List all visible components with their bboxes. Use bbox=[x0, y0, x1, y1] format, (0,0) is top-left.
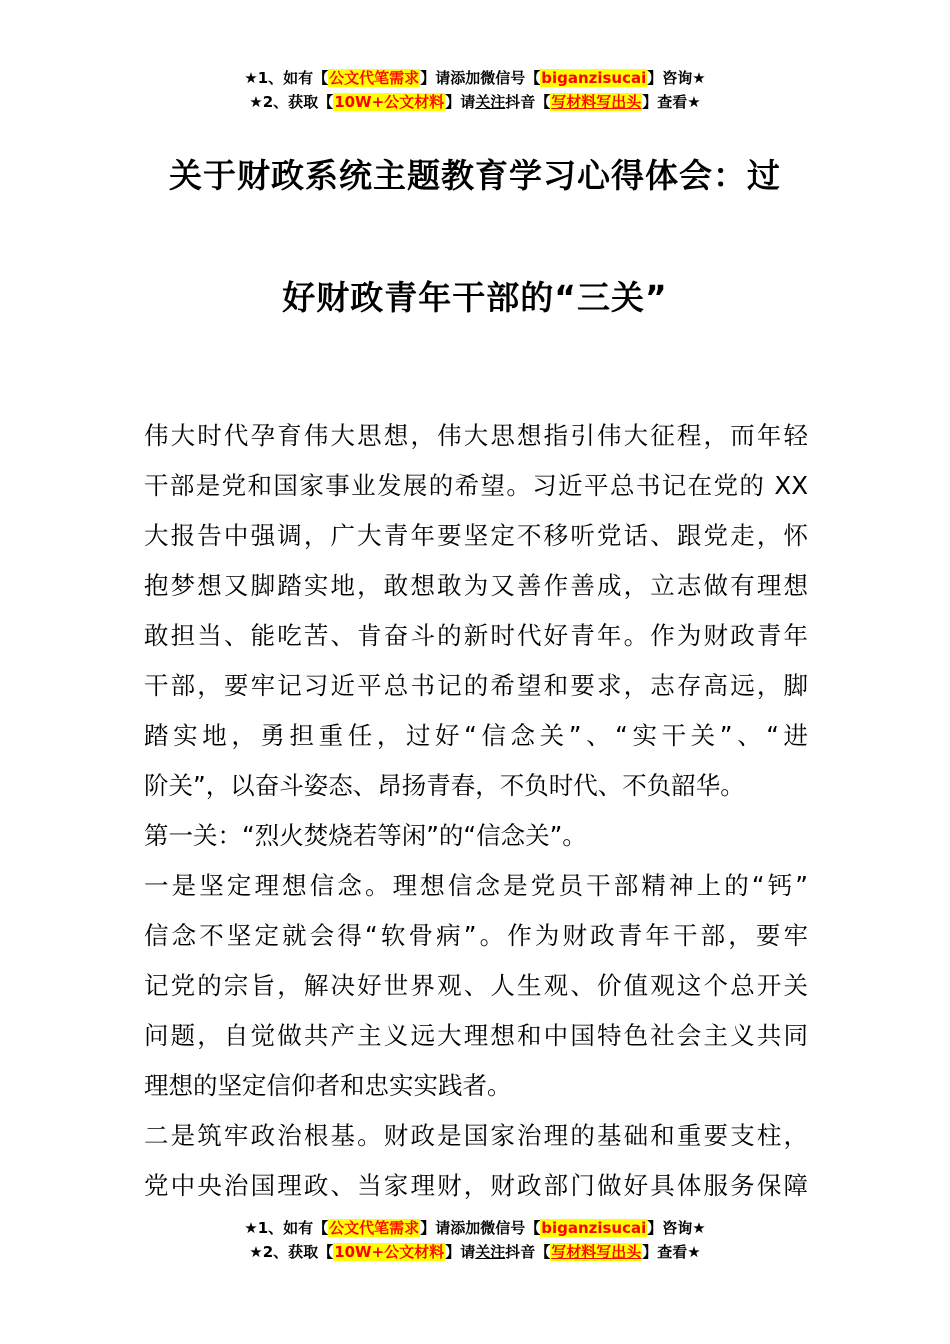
banner-text: 】咨询★ bbox=[647, 1219, 706, 1237]
banner-text: 】查看★ bbox=[642, 1243, 701, 1261]
body-line: 敢担当、能吃苦、肯奋斗的新时代好青年。作为财政青年 bbox=[144, 621, 808, 650]
body-line: 干部是党和国家事业发展的希望。习近平总书记在党的 XX bbox=[144, 471, 808, 500]
banner-text: 抖音【 bbox=[505, 1243, 551, 1261]
underlined-follow: 关注 bbox=[475, 93, 506, 111]
body-line: 伟大时代孕育伟大思想，伟大思想指引伟大征程，而年轻 bbox=[144, 421, 808, 450]
highlight-materials: 10W+公文材料 bbox=[334, 1243, 445, 1261]
body-line: 干部，要牢记习近平总书记的希望和要求，志存高远，脚 bbox=[144, 671, 808, 700]
highlight-materials: 10W+公文材料 bbox=[334, 93, 445, 111]
banner-text: 抖音【 bbox=[505, 93, 551, 111]
body-line: 一是坚定理想信念。理想信念是党员干部精神上的“钙” bbox=[144, 871, 808, 900]
body-line: 信念不坚定就会得“软骨病”。作为财政青年干部，要牢 bbox=[144, 921, 808, 950]
banner-text: 】请添加微信号【 bbox=[420, 69, 541, 87]
banner-line-1 bbox=[0, 1216, 950, 1240]
highlight-wechat-id: biganzisucai bbox=[541, 69, 647, 87]
highlight-wechat-id: biganzisucai bbox=[541, 1219, 647, 1237]
body-line: 理想的坚定信仰者和忠实实践者。 bbox=[144, 1071, 512, 1100]
highlight-ghostwriting: 公文代笔需求 bbox=[329, 69, 420, 87]
banner-text: 】咨询★ bbox=[647, 69, 706, 87]
banner-text: 】请 bbox=[445, 1243, 476, 1261]
highlight-douyin-account: 写材料写出头 bbox=[551, 93, 642, 111]
document-title-line-1: 关于财政系统主题教育学习心得体会：过 bbox=[169, 156, 781, 195]
banner-text: ★2、获取【 bbox=[249, 1243, 334, 1261]
banner-text: 】请添加微信号【 bbox=[420, 1219, 541, 1237]
top-banner bbox=[0, 66, 950, 114]
banner-text: ★1、如有【 bbox=[244, 69, 329, 87]
section-heading: 第一关：“烈火焚烧若等闲”的“信念关”。 bbox=[144, 821, 587, 850]
body-line: 记党的宗旨，解决好世界观、人生观、价值观这个总开关 bbox=[144, 971, 808, 1000]
document-title-line-2: 好财政青年干部的“三关” bbox=[282, 278, 668, 317]
body-line: 阶关”，以奋斗姿态、昂扬青春，不负时代、不负韶华。 bbox=[144, 771, 745, 800]
banner-text: ★2、获取【 bbox=[249, 93, 334, 111]
body-line: 抱梦想又脚踏实地，敢想敢为又善作善成，立志做有理想 bbox=[144, 571, 808, 600]
body-line: 踏实地，勇担重任，过好“信念关”、“实干关”、“进 bbox=[144, 721, 808, 750]
highlight-ghostwriting: 公文代笔需求 bbox=[329, 1219, 420, 1237]
bottom-banner bbox=[0, 1216, 950, 1264]
document-body bbox=[144, 411, 808, 1211]
banner-line-1 bbox=[0, 66, 950, 90]
body-line: 二是筑牢政治根基。财政是国家治理的基础和重要支柱， bbox=[144, 1121, 808, 1150]
body-line: 大报告中强调，广大青年要坚定不移听党话、跟党走，怀 bbox=[144, 521, 808, 550]
banner-text: ★1、如有【 bbox=[244, 1219, 329, 1237]
body-line: 问题，自觉做共产主义远大理想和中国特色社会主义共同 bbox=[144, 1021, 808, 1050]
body-line: 党中央治国理政、当家理财，财政部门做好具体服务保障 bbox=[144, 1171, 808, 1200]
banner-line-2 bbox=[0, 1240, 950, 1264]
banner-text: 】查看★ bbox=[642, 93, 701, 111]
highlight-douyin-account: 写材料写出头 bbox=[551, 1243, 642, 1261]
banner-line-2 bbox=[0, 90, 950, 114]
banner-text: 】请 bbox=[445, 93, 476, 111]
underlined-follow: 关注 bbox=[475, 1243, 506, 1261]
